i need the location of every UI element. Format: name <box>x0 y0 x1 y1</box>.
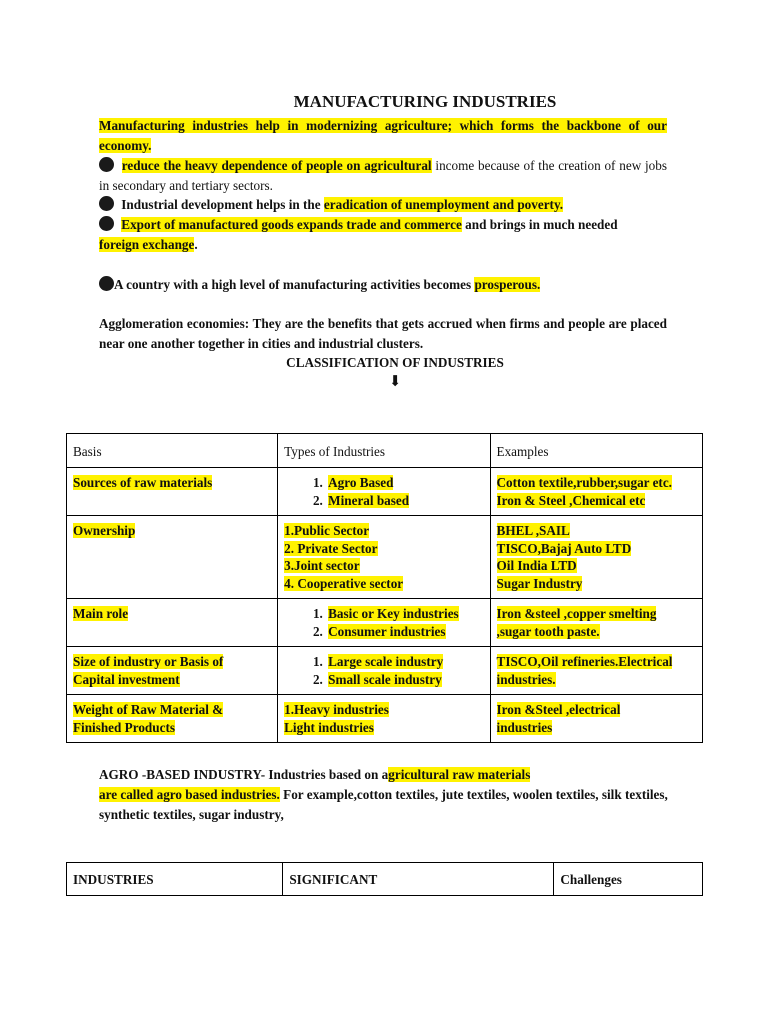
list-item <box>326 492 483 510</box>
basis-text: Weight of Raw Material & <box>73 702 224 717</box>
intro-text-3-highlight: eradication of unemployment and poverty. <box>323 197 564 212</box>
example-text: Sugar Industry <box>496 575 583 591</box>
types-cell <box>278 516 490 599</box>
page-title: MANUFACTURING INDUSTRIES <box>293 92 557 111</box>
intro-text-1: Manufacturing industries help in modernizing agriculture; which forms the backbone of our economy. <box>99 118 667 153</box>
examples-cell <box>490 468 702 516</box>
table-row <box>67 599 703 647</box>
type-text: 3.Joint sector <box>284 558 360 573</box>
basis-cell <box>67 516 278 599</box>
example-text: TISCO,Oil refineries.Electrical <box>496 654 673 669</box>
table-row <box>67 695 703 743</box>
type-text: 1.Heavy industries <box>284 702 389 717</box>
type-text: Agro Based <box>328 475 394 490</box>
agro-text-pre: AGRO -BASED INDUSTRY- Industries based on a <box>99 767 389 782</box>
agro-text-highlight-1: gricultural raw materials <box>388 767 531 782</box>
intro-paragraph-1 <box>99 116 667 156</box>
bullet-icon <box>99 196 114 211</box>
agglomeration-paragraph: Agglomeration economies: They are the benefits that gets accrued when firms and people are placed near one another together in cities and industrial clusters. <box>99 316 667 351</box>
type-text: 2. Private Sector <box>284 540 378 556</box>
basis-text: Size of industry or Basis of <box>73 654 224 669</box>
intro-text-4-end: . <box>194 237 198 252</box>
examples-cell <box>490 647 702 695</box>
classification-table <box>66 433 703 743</box>
types-cell <box>278 599 490 647</box>
basis-cell <box>67 468 278 516</box>
basis-cell <box>67 599 278 647</box>
type-text: Light industries <box>284 719 374 735</box>
intro-text-3: Industrial development helps in the <box>121 197 324 212</box>
industries-table <box>66 862 703 896</box>
type-text: Consumer industries <box>328 623 446 639</box>
examples-cell <box>490 516 702 599</box>
table-row <box>67 468 703 516</box>
type-text: Mineral based <box>328 492 410 508</box>
basis-text: Main role <box>73 606 129 621</box>
basis-cell <box>67 695 278 743</box>
table-header-row <box>67 434 703 468</box>
list-item <box>326 474 483 492</box>
types-cell <box>278 695 490 743</box>
intro-text-2-highlight: reduce the heavy dependence of people on agricultural <box>121 158 432 173</box>
bullet-icon <box>99 157 114 172</box>
basis-cell <box>67 647 278 695</box>
header-basis: Basis <box>67 434 278 468</box>
intro-text-5-highlight: prosperous. <box>474 277 541 292</box>
header-industries: INDUSTRIES <box>67 863 283 896</box>
agro-text-rest: For example,cotton textiles, jute textiles, woolen textiles, silk textiles, synthetic textiles, sugar industry, <box>99 787 668 822</box>
intro-paragraph-4 <box>99 215 667 255</box>
example-text: Iron & Steel ,Chemical etc <box>496 492 646 508</box>
header-types: Types of Industries <box>278 434 490 468</box>
classification-heading: CLASSIFICATION OF INDUSTRIES <box>286 355 504 370</box>
list-item <box>326 605 483 623</box>
type-text: 1.Public Sector <box>284 523 370 538</box>
basis-text: Sources of raw materials <box>73 475 213 490</box>
list-item <box>326 623 483 641</box>
agro-text-highlight-2: are called agro based industries. <box>99 787 280 802</box>
bullet-icon <box>99 216 114 231</box>
type-text: Basic or Key industries <box>328 606 459 621</box>
type-text: Small scale industry <box>328 671 442 687</box>
example-text: ,sugar tooth paste. <box>496 623 600 639</box>
type-text: 4. Cooperative sector <box>284 575 404 591</box>
type-text: Large scale industry <box>328 654 444 669</box>
example-text: Iron &Steel ,electrical <box>496 702 621 717</box>
example-text: Cotton textile,rubber,sugar etc. <box>496 475 672 490</box>
intro-paragraph-5 <box>99 275 667 295</box>
intro-text-4-highlight-2: foreign exchange <box>99 237 195 252</box>
intro-text-2: income because of the creation of new jobs in secondary and tertiary sectors. <box>99 158 667 193</box>
intro-text-4-highlight: Export of manufactured goods expands trade and commerce <box>121 217 462 232</box>
bullet-icon <box>99 276 114 291</box>
table-row <box>67 516 703 599</box>
table-header-row <box>67 863 703 896</box>
header-significant: SIGNIFICANT <box>283 863 554 896</box>
header-challenges: Challenges <box>554 863 703 896</box>
example-text: Iron &steel ,copper smelting <box>496 606 657 621</box>
types-cell <box>278 468 490 516</box>
basis-text: Capital investment <box>73 671 180 687</box>
agro-based-paragraph <box>99 765 679 825</box>
intro-text-4: and brings in much needed <box>461 217 618 232</box>
list-item <box>326 653 483 671</box>
example-text: industries <box>496 719 553 735</box>
example-text: Oil India LTD <box>496 558 577 573</box>
table-row <box>67 647 703 695</box>
header-examples: Examples <box>490 434 702 468</box>
examples-cell <box>490 599 702 647</box>
arrow-down-icon: ⬇ <box>388 374 402 390</box>
examples-cell <box>490 695 702 743</box>
basis-text: Ownership <box>73 523 136 538</box>
example-text: TISCO,Bajaj Auto LTD <box>496 540 632 556</box>
types-cell <box>278 647 490 695</box>
example-text: BHEL ,SAIL <box>496 523 570 538</box>
intro-text-5: A country with a high level of manufacturing activities becomes <box>114 277 475 292</box>
intro-paragraph-2 <box>99 156 667 196</box>
basis-text: Finished Products <box>73 719 175 735</box>
list-item <box>326 671 483 689</box>
intro-paragraph-3 <box>99 195 667 215</box>
example-text: industries. <box>496 671 556 687</box>
